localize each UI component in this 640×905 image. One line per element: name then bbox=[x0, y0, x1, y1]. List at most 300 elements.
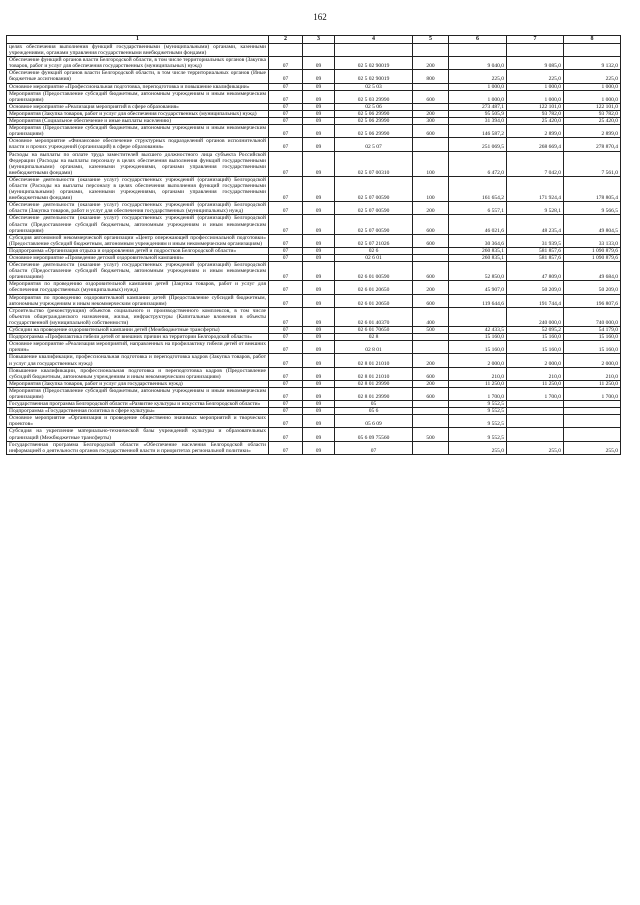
amount-year-2: 47 809,0 bbox=[507, 262, 564, 281]
target-article-code: 07 bbox=[335, 441, 413, 454]
subsection-code: 09 bbox=[303, 334, 335, 341]
amount-year-2: 240 000,0 bbox=[507, 307, 564, 326]
amount-year-1: 2 000,0 bbox=[449, 354, 507, 367]
section-code: 07 bbox=[269, 408, 303, 415]
amount-year-3: 740 000,0 bbox=[564, 307, 621, 326]
amount-year-2: 581 857,6 bbox=[507, 255, 564, 262]
amount-year-1: 46 021,6 bbox=[449, 215, 507, 234]
amount-year-1 bbox=[449, 44, 507, 57]
amount-year-1: 260 835,1 bbox=[449, 247, 507, 254]
amount-year-2: 171 924,4 bbox=[507, 176, 564, 201]
expense-type-code bbox=[413, 401, 449, 408]
expense-type-code bbox=[413, 408, 449, 415]
amount-year-1: 210,0 bbox=[449, 367, 507, 380]
amount-year-1: 146 587,2 bbox=[449, 125, 507, 138]
row-description: Обеспечение деятельности (оказание услуг) государственных учреждений (организаций) Белгородской области (Закупка товаров, работ и услуг для обеспечения государственных (муниципальных) нужд) bbox=[7, 202, 269, 215]
subsection-code: 09 bbox=[303, 176, 335, 201]
section-code: 07 bbox=[269, 367, 303, 380]
amount-year-1: 6 557,1 bbox=[449, 202, 507, 215]
amount-year-1: 9 552,5 bbox=[449, 401, 507, 408]
subsection-code: 09 bbox=[303, 90, 335, 103]
budget-table bbox=[6, 35, 621, 455]
row-description: Мероприятия по проведению оздоровительной кампании детей (Предоставление субсидий бюджетным, автономным учреждениям и иным некоммерческим организациям) bbox=[7, 294, 269, 307]
amount-year-1 bbox=[449, 307, 507, 326]
column-number: 8 bbox=[564, 36, 621, 44]
table-row bbox=[7, 341, 621, 354]
amount-year-1: 31 394,0 bbox=[449, 118, 507, 125]
amount-year-1: 9 552,5 bbox=[449, 408, 507, 415]
subsection-code: 09 bbox=[303, 294, 335, 307]
table-row bbox=[7, 138, 621, 151]
amount-year-3: 2 000,0 bbox=[564, 354, 621, 367]
amount-year-3: 11 250,0 bbox=[564, 380, 621, 387]
table-row bbox=[7, 408, 621, 415]
target-article-code: 02 5 07 00590 bbox=[335, 176, 413, 201]
amount-year-2: 1 700,0 bbox=[507, 387, 564, 400]
subsection-code: 09 bbox=[303, 354, 335, 367]
amount-year-1: 119 644,6 bbox=[449, 294, 507, 307]
amount-year-1: 9 552,5 bbox=[449, 415, 507, 428]
expense-type-code: 600 bbox=[413, 90, 449, 103]
row-description: целях обеспечения выполнения функций государственными (муниципальными) органами, казенными учреждениями, органами управления государственными внебюджетными фондами) bbox=[7, 44, 269, 57]
target-article-code: 02 5 07 00590 bbox=[335, 215, 413, 234]
amount-year-2: 191 744,4 bbox=[507, 294, 564, 307]
expense-type-code bbox=[413, 103, 449, 110]
expense-type-code bbox=[413, 247, 449, 254]
amount-year-3: 9 566,5 bbox=[564, 202, 621, 215]
section-code: 07 bbox=[269, 118, 303, 125]
table-row bbox=[7, 202, 621, 215]
table-row bbox=[7, 125, 621, 138]
amount-year-2 bbox=[507, 401, 564, 408]
row-description: Мероприятия (Социальное обеспечение и иные выплаты населению) bbox=[7, 118, 269, 125]
subsection-code: 09 bbox=[303, 307, 335, 326]
expense-type-code bbox=[413, 415, 449, 428]
subsection-code: 09 bbox=[303, 387, 335, 400]
amount-year-3: 1 700,0 bbox=[564, 387, 621, 400]
target-article-code: 02 6 01 70650 bbox=[335, 327, 413, 334]
table-row bbox=[7, 354, 621, 367]
amount-year-2: 7 042,0 bbox=[507, 151, 564, 176]
table-row bbox=[7, 428, 621, 441]
amount-year-2: 50 209,0 bbox=[507, 281, 564, 294]
row-description: Обеспечение деятельности (оказание услуг) государственных учреждений (организаций) Белгородской области (Расходы на выплаты персоналу в целях обеспечения выполнения функций государственными (муниципальными) органами, казенными учреждениями, органами управления государственными внебюджетными фондами) bbox=[7, 176, 269, 201]
amount-year-2: 225,0 bbox=[507, 70, 564, 83]
amount-year-2: 25 420,0 bbox=[507, 118, 564, 125]
row-description: Государственная программа Белгородской области «Развитие культуры и искусства Белгородской области» bbox=[7, 401, 269, 408]
amount-year-3: 93 782,0 bbox=[564, 110, 621, 117]
subsection-code: 09 bbox=[303, 138, 335, 151]
subsection-code: 09 bbox=[303, 110, 335, 117]
amount-year-3: 33 133,0 bbox=[564, 234, 621, 247]
subsection-code: 09 bbox=[303, 441, 335, 454]
target-article-code: 02 5 07 00310 bbox=[335, 151, 413, 176]
subsection-code: 09 bbox=[303, 125, 335, 138]
amount-year-3: 49 684,0 bbox=[564, 262, 621, 281]
section-code: 07 bbox=[269, 334, 303, 341]
amount-year-1: 1 000,0 bbox=[449, 83, 507, 90]
amount-year-2: 581 857,6 bbox=[507, 247, 564, 254]
amount-year-3: 255,0 bbox=[564, 441, 621, 454]
expense-type-code: 200 bbox=[413, 380, 449, 387]
amount-year-3: 1 000,0 bbox=[564, 83, 621, 90]
target-article-code: 02 5 06 bbox=[335, 103, 413, 110]
subsection-code: 09 bbox=[303, 262, 335, 281]
table-row bbox=[7, 57, 621, 70]
amount-year-1: 161 654,2 bbox=[449, 176, 507, 201]
expense-type-code: 500 bbox=[413, 428, 449, 441]
subsection-code: 09 bbox=[303, 234, 335, 247]
column-number: 2 bbox=[269, 36, 303, 44]
table-row bbox=[7, 262, 621, 281]
subsection-code: 09 bbox=[303, 103, 335, 110]
amount-year-3: 2 899,0 bbox=[564, 125, 621, 138]
table-row bbox=[7, 70, 621, 83]
section-code: 07 bbox=[269, 83, 303, 90]
target-article-code: 02 5 07 21026 bbox=[335, 234, 413, 247]
expense-type-code: 200 bbox=[413, 57, 449, 70]
subsection-code: 09 bbox=[303, 380, 335, 387]
amount-year-1: 6 472,0 bbox=[449, 151, 507, 176]
amount-year-3: 122 101,0 bbox=[564, 103, 621, 110]
amount-year-3: 1 090 879,6 bbox=[564, 247, 621, 254]
table-row bbox=[7, 118, 621, 125]
expense-type-code: 600 bbox=[413, 367, 449, 380]
target-article-code: 02 6 bbox=[335, 247, 413, 254]
section-code: 07 bbox=[269, 354, 303, 367]
expense-type-code: 600 bbox=[413, 215, 449, 234]
table-row bbox=[7, 215, 621, 234]
subsection-code: 09 bbox=[303, 281, 335, 294]
target-article-code: 02 8 01 29990 bbox=[335, 380, 413, 387]
expense-type-code bbox=[413, 44, 449, 57]
section-code: 07 bbox=[269, 247, 303, 254]
amount-year-2: 31 939,5 bbox=[507, 234, 564, 247]
expense-type-code: 600 bbox=[413, 294, 449, 307]
target-article-code: 02 5 02 90019 bbox=[335, 57, 413, 70]
target-article-code: 02 5 06 29990 bbox=[335, 118, 413, 125]
amount-year-1: 9 552,5 bbox=[449, 428, 507, 441]
subsection-code: 09 bbox=[303, 367, 335, 380]
column-number-row bbox=[7, 36, 621, 44]
table-row bbox=[7, 255, 621, 262]
amount-year-1: 42 433,5 bbox=[449, 327, 507, 334]
target-article-code: 05 6 bbox=[335, 408, 413, 415]
subsection-code: 09 bbox=[303, 118, 335, 125]
expense-type-code bbox=[413, 138, 449, 151]
target-article-code: 02 5 03 bbox=[335, 83, 413, 90]
target-article-code: 02 6 01 20650 bbox=[335, 294, 413, 307]
section-code: 07 bbox=[269, 57, 303, 70]
amount-year-2: 268 669,4 bbox=[507, 138, 564, 151]
subsection-code bbox=[303, 44, 335, 57]
row-description: Основное мероприятие «Профессиональная подготовка, переподготовка и повышение квалификации» bbox=[7, 83, 269, 90]
subsection-code: 09 bbox=[303, 215, 335, 234]
section-code: 07 bbox=[269, 255, 303, 262]
table-row bbox=[7, 90, 621, 103]
amount-year-3 bbox=[564, 408, 621, 415]
row-description: Расходы на выплаты по оплате труда заместителей высшего должностного лица субъекта Российской Федерации (Расходы на выплаты персоналу в целях обеспечения выполнения функций государственными (муниципальными) органами, казенными учреждениями, органами управления государственными внебюджетными фондами) bbox=[7, 151, 269, 176]
row-description: Мероприятия (Предоставление субсидий бюджетным, автономным учреждениям и иным некоммерческим организациям) bbox=[7, 125, 269, 138]
target-article-code: 02 5 02 90019 bbox=[335, 70, 413, 83]
amount-year-2: 255,0 bbox=[507, 441, 564, 454]
amount-year-3: 15 160,0 bbox=[564, 334, 621, 341]
subsection-code: 09 bbox=[303, 401, 335, 408]
section-code: 07 bbox=[269, 110, 303, 117]
target-article-code: 05 bbox=[335, 401, 413, 408]
amount-year-1: 9 040,0 bbox=[449, 57, 507, 70]
amount-year-3: 9 132,0 bbox=[564, 57, 621, 70]
section-code: 07 bbox=[269, 294, 303, 307]
target-article-code: 02 5 07 00590 bbox=[335, 202, 413, 215]
amount-year-3 bbox=[564, 428, 621, 441]
section-code: 07 bbox=[269, 103, 303, 110]
amount-year-2: 15 160,0 bbox=[507, 341, 564, 354]
amount-year-2: 2 899,0 bbox=[507, 125, 564, 138]
column-number: 4 bbox=[335, 36, 413, 44]
expense-type-code: 200 bbox=[413, 281, 449, 294]
subsection-code: 09 bbox=[303, 341, 335, 354]
amount-year-1: 1 700,0 bbox=[449, 387, 507, 400]
section-code: 07 bbox=[269, 441, 303, 454]
row-description: Основное мероприятие «Реализация мероприятий, направленных на профилактику гибели детей от внешних причин» bbox=[7, 341, 269, 354]
table-row bbox=[7, 234, 621, 247]
table-row bbox=[7, 44, 621, 57]
amount-year-1: 260 835,1 bbox=[449, 255, 507, 262]
subsection-code: 09 bbox=[303, 70, 335, 83]
amount-year-2 bbox=[507, 428, 564, 441]
subsection-code: 09 bbox=[303, 327, 335, 334]
row-description: Обеспечение деятельности (оказание услуг) государственных учреждений (организаций) Белгородской области (Предоставление субсидий бюджетным, автономным учреждениям и иным некоммерческим организациям) bbox=[7, 215, 269, 234]
subsection-code: 09 bbox=[303, 415, 335, 428]
amount-year-3: 1 090 879,6 bbox=[564, 255, 621, 262]
expense-type-code: 600 bbox=[413, 234, 449, 247]
expense-type-code bbox=[413, 83, 449, 90]
row-description: Субсидия автономной некоммерческой организации «Центр опережающей профессиональной подготовки» (Предоставление субсидий бюджетным, автономным учреждениям и иным некоммерческим организациям) bbox=[7, 234, 269, 247]
expense-type-code: 600 bbox=[413, 262, 449, 281]
column-number: 1 bbox=[7, 36, 269, 44]
row-description: Мероприятия (Закупка товаров, работ и услуг для обеспечения государственных (муниципальных) нужд) bbox=[7, 110, 269, 117]
table-row bbox=[7, 176, 621, 201]
column-number: 7 bbox=[507, 36, 564, 44]
subsection-code: 09 bbox=[303, 57, 335, 70]
column-number: 6 bbox=[449, 36, 507, 44]
amount-year-3: 7 561,0 bbox=[564, 151, 621, 176]
target-article-code: 02 6 01 40370 bbox=[335, 307, 413, 326]
amount-year-1: 225,0 bbox=[449, 70, 507, 83]
target-article-code bbox=[335, 44, 413, 57]
amount-year-3: 210,0 bbox=[564, 367, 621, 380]
table-row bbox=[7, 334, 621, 341]
amount-year-2: 52 095,2 bbox=[507, 327, 564, 334]
row-description: Основное мероприятие «Реализация мероприятий в сфере образования» bbox=[7, 103, 269, 110]
amount-year-2: 9 528,1 bbox=[507, 202, 564, 215]
amount-year-1: 1 000,0 bbox=[449, 90, 507, 103]
amount-year-3: 25 420,0 bbox=[564, 118, 621, 125]
target-article-code: 02 8 01 21010 bbox=[335, 367, 413, 380]
amount-year-1: 15 160,0 bbox=[449, 341, 507, 354]
target-article-code: 02 5 03 29990 bbox=[335, 90, 413, 103]
amount-year-3: 15 160,0 bbox=[564, 341, 621, 354]
table-row bbox=[7, 307, 621, 326]
row-description: Мероприятия (Предоставление субсидий бюджетным, автономным учреждениям и иным некоммерческим организациям) bbox=[7, 90, 269, 103]
table-row bbox=[7, 441, 621, 454]
amount-year-2 bbox=[507, 415, 564, 428]
subsection-code: 09 bbox=[303, 247, 335, 254]
table-row bbox=[7, 415, 621, 428]
row-description: Обеспечение функций органов власти Белгородской области, в том числе территориальных органов (Закупка товаров, работ и услуг для обеспечения государственных (муниципальных) нужд) bbox=[7, 57, 269, 70]
target-article-code: 02 5 06 29990 bbox=[335, 125, 413, 138]
section-code: 07 bbox=[269, 281, 303, 294]
section-code: 07 bbox=[269, 125, 303, 138]
amount-year-3: 54 179,0 bbox=[564, 327, 621, 334]
target-article-code: 02 6 01 00590 bbox=[335, 262, 413, 281]
amount-year-3 bbox=[564, 401, 621, 408]
row-description: Основное мероприятие «Организация и проведение общественно значимых мероприятий и творческих проектов» bbox=[7, 415, 269, 428]
table-row bbox=[7, 367, 621, 380]
target-article-code: 02 5 07 bbox=[335, 138, 413, 151]
row-description: Основное мероприятие «Проведение детской оздоровительной кампании» bbox=[7, 255, 269, 262]
section-code: 07 bbox=[269, 428, 303, 441]
expense-type-code bbox=[413, 341, 449, 354]
section-code: 07 bbox=[269, 307, 303, 326]
table-body bbox=[7, 44, 621, 455]
expense-type-code: 200 bbox=[413, 110, 449, 117]
target-article-code: 02 8 01 bbox=[335, 341, 413, 354]
table-row bbox=[7, 103, 621, 110]
section-code: 07 bbox=[269, 401, 303, 408]
amount-year-3: 178 805,4 bbox=[564, 176, 621, 201]
target-article-code: 05 6 09 75560 bbox=[335, 428, 413, 441]
amount-year-1: 30 364,6 bbox=[449, 234, 507, 247]
amount-year-3: 49 804,5 bbox=[564, 215, 621, 234]
amount-year-2: 1 000,0 bbox=[507, 90, 564, 103]
subsection-code: 09 bbox=[303, 202, 335, 215]
amount-year-1: 255,0 bbox=[449, 441, 507, 454]
row-description: Мероприятия (Закупка товаров, работ и услуг для государственных нужд) bbox=[7, 380, 269, 387]
table-row bbox=[7, 151, 621, 176]
row-description: Подпрограмма «Профилактика гибели детей от внешних причин на территории Белгородской области» bbox=[7, 334, 269, 341]
amount-year-2: 2 000,0 bbox=[507, 354, 564, 367]
target-article-code: 02 8 01 21010 bbox=[335, 354, 413, 367]
table-row bbox=[7, 247, 621, 254]
section-code: 07 bbox=[269, 176, 303, 201]
table-row bbox=[7, 83, 621, 90]
row-description: Субсидия на укрепление материально-технической базы учреждений культуры и образовательных организаций (Межбюджетные трансферты) bbox=[7, 428, 269, 441]
amount-year-3 bbox=[564, 44, 621, 57]
subsection-code: 09 bbox=[303, 151, 335, 176]
row-description: Повышение квалификации, профессиональная подготовка и переподготовка кадров (Предоставление субсидий бюджетным, автономным учреждениям и иным некоммерческим организациям) bbox=[7, 367, 269, 380]
target-article-code: 02 8 01 29990 bbox=[335, 387, 413, 400]
amount-year-3 bbox=[564, 415, 621, 428]
table-row bbox=[7, 327, 621, 334]
section-code: 07 bbox=[269, 151, 303, 176]
section-code: 07 bbox=[269, 138, 303, 151]
section-code: 07 bbox=[269, 234, 303, 247]
amount-year-2: 122 101,0 bbox=[507, 103, 564, 110]
section-code: 07 bbox=[269, 215, 303, 234]
row-description: Субсидии на проведение оздоровительной кампании детей (Межбюджетные трансферты) bbox=[7, 327, 269, 334]
row-description: Обеспечение деятельности (оказание услуг) государственных учреждений (организаций) Белгородской области (Предоставление субсидий бюджетным, автономным учреждениям и иным некоммерческим организациям) bbox=[7, 262, 269, 281]
section-code: 07 bbox=[269, 70, 303, 83]
amount-year-3: 196 807,6 bbox=[564, 294, 621, 307]
amount-year-2: 9 085,0 bbox=[507, 57, 564, 70]
row-description: Государственная программа Белгородской области «Обеспечение населения Белгородской области информацией о деятельности органов государственной власти и приоритетах региональной политики» bbox=[7, 441, 269, 454]
amount-year-2: 48 235,4 bbox=[507, 215, 564, 234]
column-number: 3 bbox=[303, 36, 335, 44]
expense-type-code: 400 bbox=[413, 307, 449, 326]
section-code: 07 bbox=[269, 202, 303, 215]
section-code: 07 bbox=[269, 90, 303, 103]
section-code: 07 bbox=[269, 262, 303, 281]
target-article-code: 02 5 06 29990 bbox=[335, 110, 413, 117]
amount-year-1: 95 505,9 bbox=[449, 110, 507, 117]
table-row bbox=[7, 401, 621, 408]
row-description: Обеспечение функций органов власти Белгородской области, в том числе территориальных органов (Иные бюджетные ассигнования) bbox=[7, 70, 269, 83]
expense-type-code: 500 bbox=[413, 327, 449, 334]
expense-type-code: 100 bbox=[413, 151, 449, 176]
expense-type-code: 200 bbox=[413, 202, 449, 215]
expense-type-code: 100 bbox=[413, 176, 449, 201]
row-description: Повышение квалификации, профессиональная подготовка и переподготовка кадров (Закупка товаров, работ и услуг для государственных нужд) bbox=[7, 354, 269, 367]
subsection-code: 09 bbox=[303, 408, 335, 415]
section-code: 07 bbox=[269, 380, 303, 387]
amount-year-2: 210,0 bbox=[507, 367, 564, 380]
expense-type-code: 300 bbox=[413, 118, 449, 125]
expense-type-code bbox=[413, 441, 449, 454]
target-article-code: 02 8 bbox=[335, 334, 413, 341]
amount-year-2: 1 000,0 bbox=[507, 83, 564, 90]
target-article-code: 05 6 09 bbox=[335, 415, 413, 428]
section-code: 07 bbox=[269, 341, 303, 354]
table-row bbox=[7, 294, 621, 307]
section-code: 07 bbox=[269, 387, 303, 400]
amount-year-1: 251 069,5 bbox=[449, 138, 507, 151]
expense-type-code: 800 bbox=[413, 70, 449, 83]
section-code bbox=[269, 44, 303, 57]
subsection-code: 09 bbox=[303, 428, 335, 441]
amount-year-2: 15 160,0 bbox=[507, 334, 564, 341]
target-article-code: 02 6 01 bbox=[335, 255, 413, 262]
amount-year-3: 278 870,4 bbox=[564, 138, 621, 151]
amount-year-1: 273 487,1 bbox=[449, 103, 507, 110]
table-row bbox=[7, 387, 621, 400]
amount-year-2: 11 250,0 bbox=[507, 380, 564, 387]
table-row bbox=[7, 380, 621, 387]
table-row bbox=[7, 110, 621, 117]
amount-year-3: 50 209,0 bbox=[564, 281, 621, 294]
row-description: Подпрограмма «Государственная политика в сфере культуры» bbox=[7, 408, 269, 415]
section-code: 07 bbox=[269, 415, 303, 428]
amount-year-1: 11 250,0 bbox=[449, 380, 507, 387]
table-row bbox=[7, 281, 621, 294]
amount-year-2: 93 782,0 bbox=[507, 110, 564, 117]
amount-year-3: 225,0 bbox=[564, 70, 621, 83]
row-description: Строительство (реконструкция) объектов социального и производственного комплексов, в том числе объектов общегражданского назначения, жилья, инфраструктуры (Капитальные вложения в объекты государственной (муниципальной) собственности) bbox=[7, 307, 269, 326]
expense-type-code: 200 bbox=[413, 354, 449, 367]
amount-year-1: 45 907,0 bbox=[449, 281, 507, 294]
row-description: Основное мероприятие «Финансовое обеспечение структурных подразделений органов исполнительной власти и прочих учреждений (организаций) в сфере образования» bbox=[7, 138, 269, 151]
subsection-code: 09 bbox=[303, 83, 335, 90]
amount-year-2 bbox=[507, 408, 564, 415]
expense-type-code: 600 bbox=[413, 387, 449, 400]
row-description: Мероприятия по проведению оздоровительной кампании детей (Закупка товаров, работ и услуг для обеспечения государственных (муниципальных) нужд) bbox=[7, 281, 269, 294]
expense-type-code bbox=[413, 255, 449, 262]
subsection-code: 09 bbox=[303, 255, 335, 262]
row-description: Подпрограмма «Организация отдыха и оздоровления детей и подростков Белгородской области» bbox=[7, 247, 269, 254]
amount-year-2 bbox=[507, 44, 564, 57]
row-description: Мероприятия (Предоставление субсидий бюджетным, автономным учреждениям и иным некоммерческим организациям) bbox=[7, 387, 269, 400]
